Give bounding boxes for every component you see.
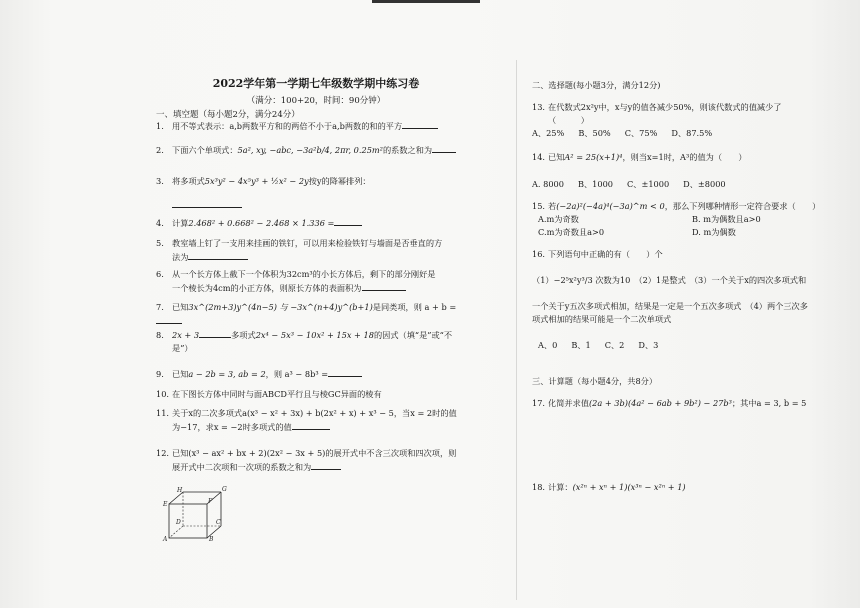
scan-edge-mark: [372, 0, 480, 3]
option-d[interactable]: D. m为偶数: [692, 227, 736, 237]
option-b[interactable]: B、1000: [577, 179, 614, 189]
question-16: 16. 下列语句中正确的有（ ）个 （1）−2⁵x²y³/3 次数为10 （2）1是整式 （3）一个关于x的四次多项式和 一个关于y五次多项式相加，结果是一定是一个五次多项式 （4）两个三次多 项式相加的结果可能是一个二次单项式 A、0 B、1 C、2 D、3: [532, 249, 808, 350]
vertex-label-a: A: [163, 536, 168, 543]
answer-blank[interactable]: [328, 367, 362, 377]
vertex-label-b: B: [209, 536, 214, 543]
question-1: 1. 用不等式表示：a,b两数平方和的两倍不小于a,b两数的和的平方: [156, 119, 476, 133]
section1-heading: 一、填空题（每小题2分，满分24分）: [156, 110, 300, 120]
option-b[interactable]: B、1: [571, 340, 591, 350]
option-a[interactable]: A、0: [538, 340, 558, 350]
option-a[interactable]: A、25%: [532, 128, 565, 138]
question-4: 4. 计算2.468² + 0.668² − 2.468 × 1.336 =: [156, 216, 476, 230]
question-15: 15. 若(−2a)²(−4a)⁴(−3a)^m < 0，那么下列哪种情形一定符合要求（ ） A.m为奇数 B. m为偶数且a>0 C.m为奇数且a>0 D. m为偶数: [532, 201, 821, 237]
question-9: 9. 已知a − 2b = 3, ab = 2，则 a³ − 8b³ =: [156, 367, 476, 381]
section2-heading: 二、选择题(每小题3分，满分12分): [532, 80, 661, 90]
option-c[interactable]: C、2: [604, 340, 625, 350]
cuboid-diagram: [163, 484, 225, 542]
option-d[interactable]: D、3: [638, 340, 659, 350]
question-10: 10. 在下图长方体中同时与面ABCD平行且与棱GC异面的棱有: [156, 389, 382, 399]
question-2: 2. 下面六个单项式：5a², xy, −abc, −3a²b/4, 2πr, 0.25m²的系数之和为: [156, 143, 476, 157]
question-7: 7. 已知3x^(2m+3)y^(4n−5) 与 −3x^(n+4)y^(b+1)是同类项，则 a + b =: [156, 301, 476, 328]
question-14: 14. 已知A² = 25(x+1)⁴，则当x=1时，A³的值为（ ） A. 8000 B、1000 C、±1000 D、±8000: [532, 152, 747, 189]
option-b[interactable]: B. m为偶数且a>0: [692, 214, 761, 224]
answer-blank[interactable]: [172, 198, 242, 208]
vertex-label-h: H: [177, 487, 183, 494]
page-fold: [516, 60, 517, 600]
answer-blank[interactable]: [402, 119, 438, 129]
answer-blank[interactable]: [199, 328, 231, 338]
exam-title: 2022学年第一学期七年级数学期中练习卷: [212, 77, 420, 90]
cuboid-figure: [163, 484, 225, 542]
answer-blank[interactable]: [362, 281, 406, 291]
option-a[interactable]: A. 8000: [532, 179, 564, 189]
answer-blank[interactable]: [432, 143, 456, 153]
question-5: 5. 教室墙上钉了一支用来挂画的铁钉，可以用来检验铁钉与墙面是否垂直的方 法为: [156, 238, 443, 262]
vertex-label-e: E: [163, 501, 168, 508]
question-13: 13. 在代数式2x²y中，x与y的值各减少50%，则该代数式的值减少了 （ ） A、25% B、50% C、75% D、87.5%: [532, 102, 782, 138]
left-column: [156, 75, 476, 472]
option-c[interactable]: C、75%: [624, 128, 658, 138]
option-c[interactable]: C、±1000: [627, 179, 670, 189]
question-12: 12. 已知(x³ − ax² + bx + 2)(2x² − 3x + 5)的展开式中不含三次项和四次项，则 展开式中二次项和一次项的系数之和为: [156, 448, 457, 472]
section3-heading: 三、计算题（每小题4分，共8分）: [532, 376, 658, 386]
answer-blank[interactable]: [292, 420, 330, 430]
question-6: 6. 从一个长方体上截下一个体积为32cm³的小长方体后，剩下的部分刚好是 一个棱长为4cm的小正方体，则原长方体的表面积为: [156, 269, 436, 293]
option-a[interactable]: A.m为奇数: [538, 214, 579, 224]
option-d[interactable]: D、±8000: [683, 179, 726, 189]
answer-blank[interactable]: [156, 314, 182, 324]
answer-blank[interactable]: [188, 250, 248, 260]
option-d[interactable]: D、87.5%: [671, 128, 713, 138]
question-18: 18. 计算：(x²ⁿ + xⁿ + 1)(x³ⁿ − x²ⁿ + 1): [532, 482, 686, 492]
answer-blank[interactable]: [311, 460, 341, 470]
vertex-label-f: F: [208, 498, 213, 505]
option-b[interactable]: B、50%: [578, 128, 611, 138]
question-11: 11. 关于x的二次多项式a(x³ − x² + 3x) + b(2x² + x) + x³ − 5，当x = 2时的值 为−17，求x = −2时多项式的值: [156, 408, 457, 432]
vertex-label-d: D: [176, 519, 181, 526]
question-8: 8. 2x + 3 多项式2x⁴ − 5x³ − 10x² + 15x + 18的因式（填“是”或“不 是”）: [156, 330, 453, 353]
question-3: 3. 将多项式5x³y² − 4x⁵y³ + ½x² − 2y按y的降幂排列：: [156, 175, 476, 212]
answer-blank[interactable]: [334, 216, 362, 226]
vertex-label-g: G: [222, 486, 227, 493]
cuboid-hidden-edge: [169, 526, 183, 538]
question-17: 17. 化简并求值(2a + 3b)(4a² − 6ab + 9b²) − 27b³；其中a = 3, b = 5: [532, 398, 807, 408]
vertex-label-c: C: [216, 519, 221, 526]
exam-subtitle: （满分：100+20，时间：90分钟）: [246, 96, 386, 106]
option-c[interactable]: C.m为奇数且a>0: [538, 227, 605, 237]
